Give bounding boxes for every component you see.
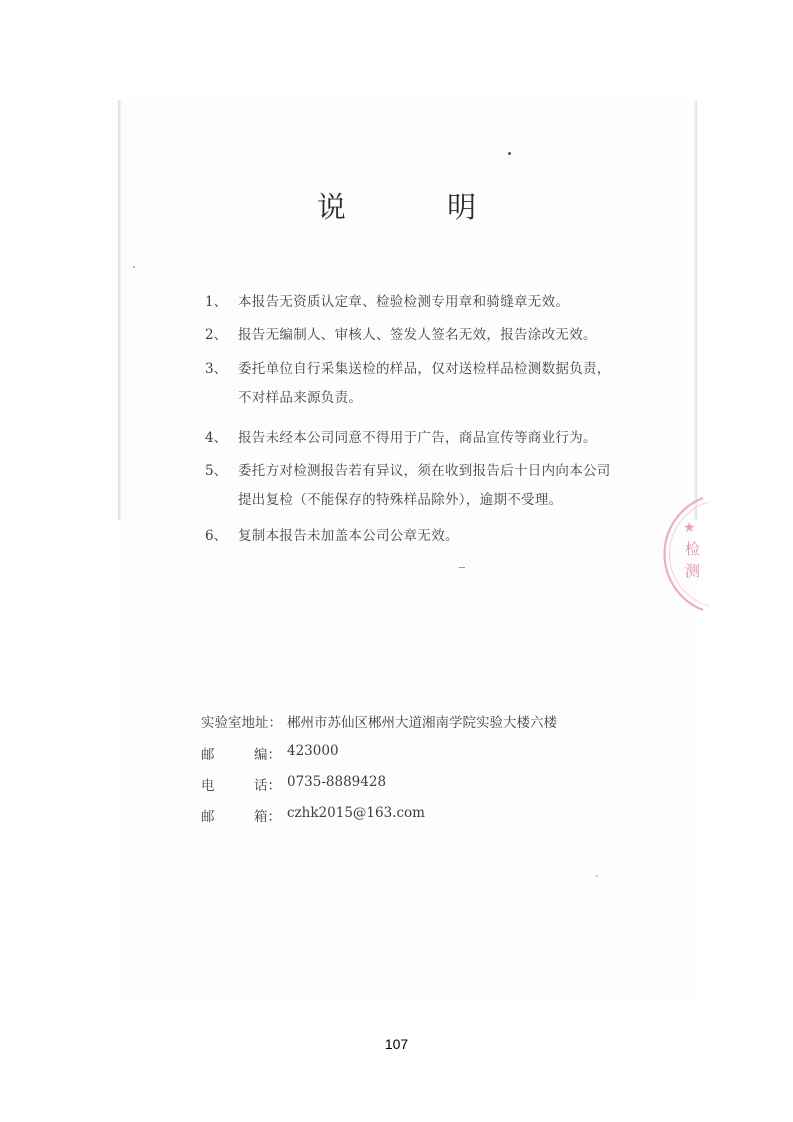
item-number: 2、 <box>205 327 228 343</box>
item-number: 1、 <box>205 294 228 310</box>
scan-speck <box>459 567 465 568</box>
item-text: 本报告无资质认定章、检验检测专用章和骑缝章无效。 <box>238 294 570 310</box>
item-text-continued: 不对样品来源负责。 <box>238 390 363 406</box>
item-text: 委托方对检测报告若有异议，须在收到报告后十日内向本公司 <box>238 463 611 479</box>
phone-label-part: 话： <box>254 778 281 794</box>
item-number: 3、 <box>205 361 228 377</box>
scanned-page <box>118 100 701 1000</box>
item-text: 复制本报告未加盖本公司公章无效。 <box>238 528 459 544</box>
phone-label-part: 电 <box>201 778 215 794</box>
email-value: czhk2015@163.com <box>287 805 425 821</box>
phone-label <box>201 774 281 794</box>
svg-text:测: 测 <box>685 562 701 580</box>
item-text: 报告无编制人、审核人、签发人签名无效，报告涂改无效。 <box>238 327 597 343</box>
page-title: 说 明 <box>316 190 523 224</box>
postcode-label <box>201 743 281 763</box>
address-label: 实验室地址： <box>201 715 282 731</box>
postcode-value: 423000 <box>287 743 339 759</box>
item-text-continued: 提出复检（不能保存的特殊样品除外），逾期不受理。 <box>238 492 563 508</box>
email-label-part: 箱： <box>254 809 281 825</box>
scan-edge-right <box>694 100 697 520</box>
scan-speck <box>133 266 135 268</box>
red-seal-stamp <box>663 492 723 614</box>
page-number: 107 <box>384 1036 409 1052</box>
item-text: 报告未经本公司同意不得用于广告，商品宣传等商业行为。 <box>238 430 597 446</box>
item-number: 5、 <box>205 463 228 479</box>
svg-text:检: 检 <box>685 540 701 558</box>
scan-edge-left <box>118 100 121 520</box>
email-label-part: 邮 <box>201 809 215 825</box>
item-number: 4、 <box>205 430 228 446</box>
scan-speck <box>596 875 598 877</box>
postcode-label-part: 邮 <box>201 747 215 763</box>
seal-graphic <box>663 492 723 614</box>
scan-speck <box>508 152 511 155</box>
postcode-label-part: 编： <box>254 747 281 763</box>
address-value: 郴州市苏仙区郴州大道湘南学院实验大楼六楼 <box>287 715 557 731</box>
email-label <box>201 805 281 825</box>
svg-text:★: ★ <box>683 520 696 536</box>
item-number: 6、 <box>205 528 228 544</box>
phone-value: 0735-8889428 <box>287 774 387 790</box>
item-text: 委托单位自行采集送检的样品，仅对送检样品检测数据负责， <box>238 361 611 377</box>
